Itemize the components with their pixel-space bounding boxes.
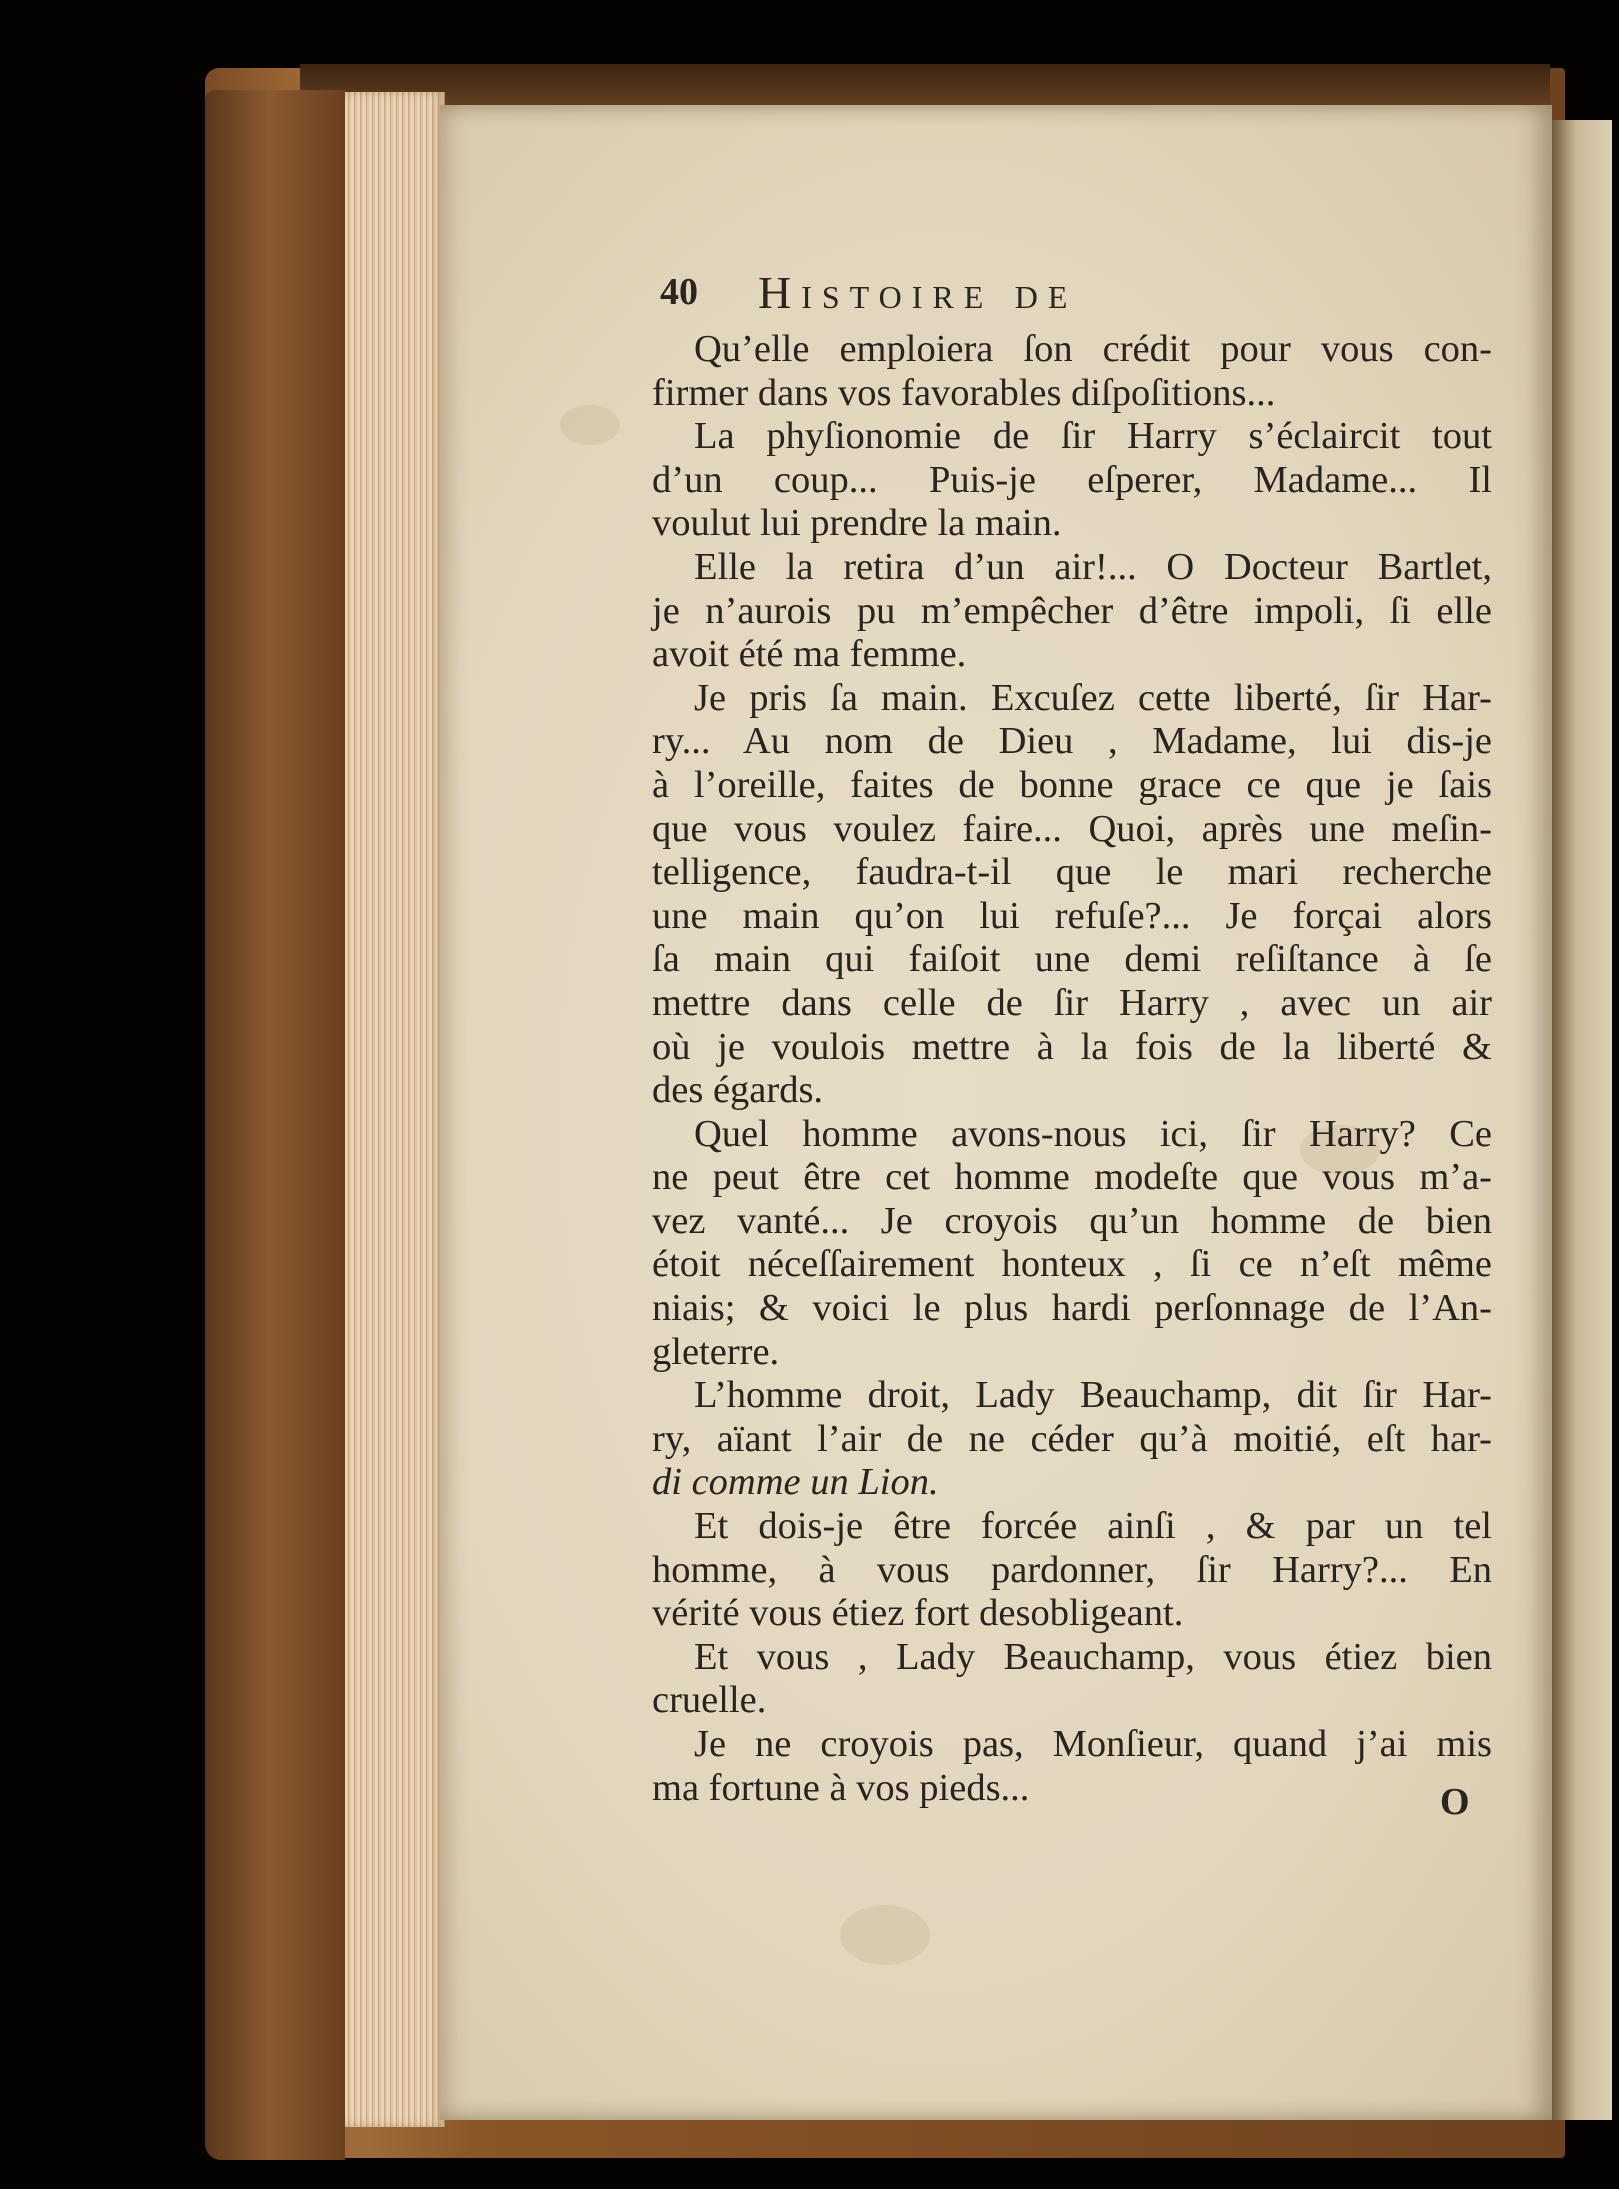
text-line: vez vanté... Je croyois qu’un homme de bien xyxy=(652,1199,1492,1242)
text-line: je n’aurois pu m’empêcher d’être impoli, ſi elle xyxy=(652,589,1492,632)
page-number: 40 xyxy=(660,271,698,313)
text-line: des égards. xyxy=(652,1069,824,1112)
text-line: cruelle. xyxy=(652,1679,767,1722)
text-line: Et dois-je être forcée ainſi , & par un tel xyxy=(694,1505,1492,1548)
text-line: où je voulois mettre à la fois de la liberté & xyxy=(652,1025,1492,1068)
text-line: que vous voulez faire... Quoi, après une meſin- xyxy=(652,807,1492,850)
text-line: avoit été ma femme. xyxy=(652,633,967,676)
text-line: gleterre. xyxy=(652,1330,780,1373)
body-text xyxy=(652,328,1492,1810)
page-header xyxy=(660,262,1420,322)
text-line: étoit néceſſairement honteux , ſi ce n’eſt même xyxy=(652,1243,1492,1286)
text-line: voulut lui prendre la main. xyxy=(652,502,1062,545)
text-line: di comme un Lion. xyxy=(652,1461,939,1504)
text-line: Quel homme avons-nous ici, ſir Harry? Ce xyxy=(694,1112,1492,1155)
text-line: à l’oreille, faites de bonne grace ce que je ſais xyxy=(652,763,1492,806)
text-line: firmer dans vos favorables diſpoſitions... xyxy=(652,371,1276,414)
catchword: O xyxy=(1440,1781,1470,1823)
foxing-spot xyxy=(840,1905,930,1965)
text-line: une main qu’on lui refuſe?... Je forçai alors xyxy=(652,894,1492,937)
text-line: vérité vous étiez fort desobligeant. xyxy=(652,1592,1184,1635)
text-line: La phyſionomie de ſir Harry s’éclaircit tout xyxy=(694,415,1492,458)
text-line: ne peut être cet homme modeſte que vous m’a- xyxy=(652,1156,1492,1199)
text-line: Je ne croyois pas, Monſieur, quand j’ai mis xyxy=(694,1723,1492,1765)
text-line: ſa main qui faiſoit une demi reſiſtance à ſe xyxy=(652,938,1492,981)
facing-page-edge xyxy=(1552,120,1612,2120)
text-line: ry, aïant l’air de ne céder qu’à moitié, eſt har- xyxy=(652,1417,1492,1460)
text-line: Je pris ſa main. Excuſez cette liberté, ſir Har- xyxy=(694,676,1492,719)
foxing-spot xyxy=(560,405,620,445)
text-line: Qu’elle emploiera ſon crédit pour vous con- xyxy=(694,328,1492,370)
text-line: ma fortune à vos pieds... xyxy=(652,1766,1030,1809)
text-line: L’homme droit, Lady Beauchamp, dit ſir Har- xyxy=(694,1374,1492,1417)
text-line: mettre dans celle de ſir Harry , avec un air xyxy=(652,981,1492,1024)
text-line: homme, à vous pardonner, ſir Harry?... En xyxy=(652,1548,1492,1591)
page-edges xyxy=(345,92,445,2127)
text-line: ry... Au nom de Dieu , Madame, lui dis-je xyxy=(652,720,1492,763)
running-head: Histoire de xyxy=(758,266,1078,318)
text-line: Et vous , Lady Beauchamp, vous étiez bien xyxy=(694,1635,1492,1678)
text-line: Elle la retira d’un air!... O Docteur Bartlet, xyxy=(694,545,1492,588)
binding-edge xyxy=(205,90,345,2160)
text-line: d’un coup... Puis-je eſperer, Madame... Il xyxy=(652,458,1492,501)
text-line: telligence, faudra-t-il que le mari recherche xyxy=(652,851,1492,894)
text-line: niais; & voici le plus hardi perſonnage de l’An- xyxy=(652,1287,1492,1330)
